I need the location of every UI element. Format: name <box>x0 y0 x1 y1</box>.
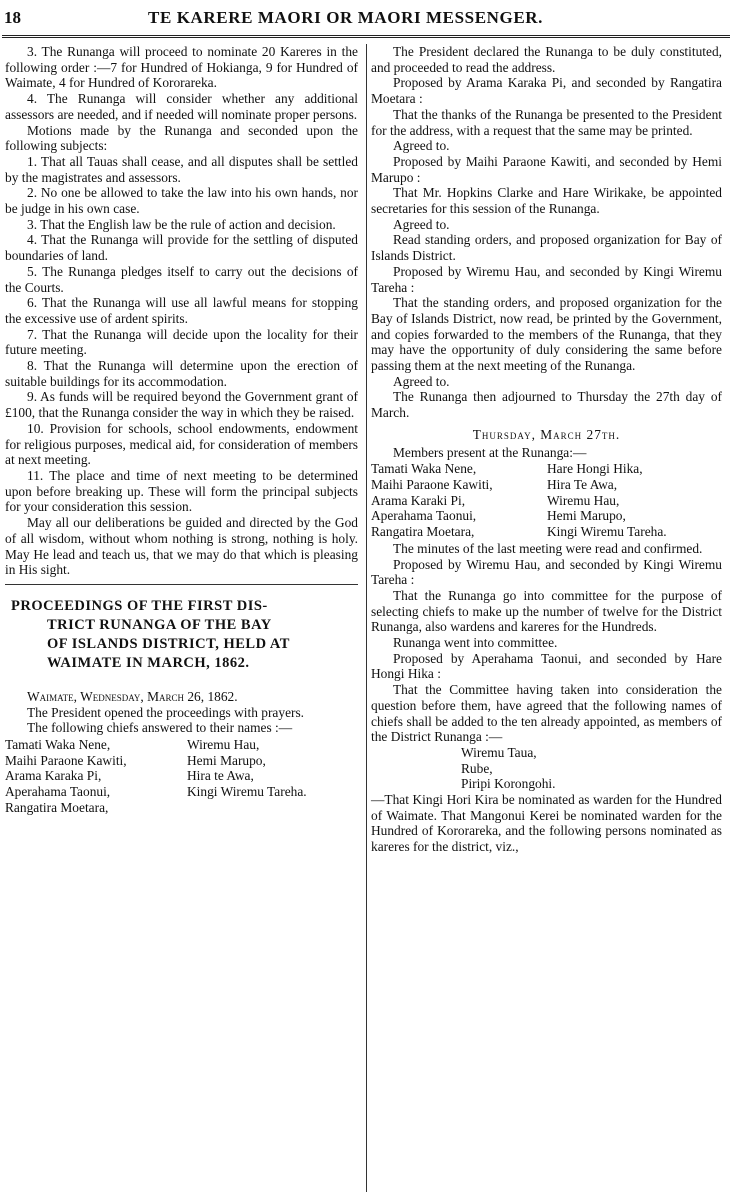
newspaper-title: TE KARERE MAORI OR MAORI MESSENGER. <box>148 8 544 27</box>
right-column <box>371 44 722 855</box>
paragraph: That the Runanga go into committee for the purpose of selecting chiefs to make up the number of twelve for the District Runanga, also wardens and kareres for the Hundreds. <box>371 587 722 635</box>
name-cell: Arama Karaki Pi, <box>371 492 466 508</box>
name-cell: Wiremu Hau, <box>547 492 620 508</box>
paragraph: 4. That the Runanga will provide for the settling of disputed boundaries of land. <box>5 232 358 264</box>
members-table <box>371 461 667 540</box>
names-row <box>5 768 307 784</box>
paragraph: 3. The Runanga will proceed to nominate 20 Kareres in the following order :—7 for Hundred of Hokianga, 9 for Hundred of Waimate, 4 for Hundred of Kororareka. <box>5 44 358 91</box>
paragraph: Proposed by Aperahama Taonui, and seconded by Hare Hongi Hika : <box>371 650 722 682</box>
paragraph: 11. The place and time of next meeting to be determined upon before breaking up. These will form the principal subjects for your consideration this session. <box>5 467 358 515</box>
page-header <box>0 4 734 30</box>
names-row <box>5 800 307 816</box>
name-cell: Kingi Wiremu Tareha. <box>187 784 307 800</box>
paragraph: 1. That all Tauas shall cease, and all disputes shall be settled by the magistrates and assessors. <box>5 153 358 185</box>
paragraph: That Mr. Hopkins Clarke and Hare Wirikake, be appointed secretaries for this session of the Runanga. <box>371 185 722 217</box>
name-cell: Hare Hongi Hika, <box>547 461 643 477</box>
paragraph: That the standing orders, and proposed organization for the Bay of Islands District, now read, be printed by the Government, and copies forwarded to the members of the Runanga, that they may have the opportunity of duly considering the same before passing them at the next meeting of the Runanga. <box>371 295 722 374</box>
names-row <box>5 737 307 753</box>
paragraph: The minutes of the last meeting were read and confirmed. <box>393 540 703 556</box>
names-row <box>371 477 667 493</box>
paragraph: That the thanks of the Runanga be presented to the President for the address, with a request that the same may be printed. <box>371 106 722 138</box>
name-cell <box>187 800 307 816</box>
names-row <box>5 753 307 769</box>
name-cell: Maihi Paraone Kawiti, <box>371 476 493 492</box>
name-cell: Arama Karaka Pi, <box>5 768 102 784</box>
added-name: Piripi Korongohi. <box>461 776 556 792</box>
paragraph: The Runanga then adjourned to Thursday the 27th day of March. <box>371 389 722 421</box>
name-cell: Hemi Marupo, <box>547 508 626 524</box>
paragraph: 8. That the Runanga will determine upon the erection of suitable buildings for its accommodation. <box>5 358 358 389</box>
left-column <box>5 44 358 817</box>
paragraph: 4. The Runanga will consider whether any additional assessors are needed, and if needed will nominate proper persons. <box>5 91 358 122</box>
names-row <box>371 461 667 477</box>
paragraph: Agreed to. <box>393 138 450 154</box>
paragraph: Read standing orders, and proposed organization for Bay of Islands District. <box>371 232 722 264</box>
added-names-list <box>371 745 722 792</box>
chiefs-names-table <box>5 737 307 816</box>
name-cell: Kingi Wiremu Tareha. <box>547 524 667 540</box>
paragraph: 9. As funds will be required beyond the Government grant of £100, that the Runanga consider the way in which they be raised. <box>5 389 358 421</box>
paragraph: The President opened the proceedings with prayers. <box>27 704 305 720</box>
paragraph: 7. That the Runanga will decide upon the locality for their future meeting. <box>5 326 358 358</box>
names-row <box>371 524 667 540</box>
paragraph: That the Committee having taken into consideration the question before them, have agreed that the following names of chiefs shall be added to the ten already appointed, as members of the District Runanga :— <box>371 682 722 745</box>
name-cell: Tamati Waka Nene, <box>371 461 477 477</box>
paragraph: The President declared the Runanga to be duly constituted, and proceeded to read the address. <box>371 44 722 75</box>
name-cell: Aperahama Taonui, <box>5 784 111 800</box>
names-row <box>371 493 667 509</box>
name-cell: Hira Te Awa, <box>547 476 618 492</box>
paragraph: 10. Provision for schools, school endowments, endowment for religious purposes, medical aid, for consideration of members at next meeting. <box>5 420 358 468</box>
paragraph: Motions made by the Runanga and seconded upon the following subjects: <box>5 122 358 154</box>
added-name: Wiremu Taua, <box>461 744 537 760</box>
name-cell: Wiremu Hau, <box>187 737 260 753</box>
heading-line: WAIMATE IN MARCH, 1862. <box>47 654 250 671</box>
heading-line: OF ISLANDS DISTRICT, HELD AT <box>47 635 290 652</box>
paragraph: Members present at the Runanga:— <box>393 444 587 460</box>
name-cell: Tamati Waka Nene, <box>5 737 111 753</box>
names-row <box>371 508 667 524</box>
paragraph: The following chiefs answered to their names :— <box>27 720 293 736</box>
paragraph: —That Kingi Hori Kira be nominated as warden for the Hundred of Waimate. That Mangonui Kerei be nominated warden for the Hundred of Kororareka, and the following persons nominated as kareres for the district, viz., <box>371 792 722 855</box>
column-divider <box>366 44 367 1192</box>
name-cell: Rangatira Moetara, <box>5 799 109 815</box>
added-name: Rube, <box>461 760 493 776</box>
heading-line: PROCEEDINGS OF THE FIRST DIS- <box>11 597 268 614</box>
paragraph: 6. That the Runanga will use all lawful means for stopping the excessive use of ardent spirits. <box>5 295 358 326</box>
name-cell: Aperahama Taonui, <box>371 508 477 524</box>
names-row <box>5 784 307 800</box>
paragraph: Proposed by Wiremu Hau, and seconded by Kingi Wiremu Tareha : <box>371 556 722 588</box>
name-cell: Rangatira Moetara, <box>371 524 475 540</box>
page-number: 18 <box>4 8 21 27</box>
heading-line: TRICT RUNANGA OF THE BAY <box>47 616 272 633</box>
paragraph: May all our deliberations be guided and directed by the God of all wisdom, without whom nothing is strong, nothing is holy. May He lead and teach us, that we may do that which is pleasing in His sight. <box>5 515 358 578</box>
paragraph: Proposed by Wiremu Hau, and seconded by Kingi Wiremu Tareha : <box>371 263 722 295</box>
paragraph: Agreed to. <box>393 373 450 389</box>
header-rule <box>2 35 730 38</box>
paragraph: Proposed by Maihi Paraone Kawiti, and seconded by Hemi Marupo : <box>371 153 722 185</box>
paragraph: 5. The Runanga pledges itself to carry out the decisions of the Courts. <box>5 263 358 295</box>
subheading: Thursday, March 27th. <box>472 426 621 442</box>
dateline: Waimate, Wednesday, March 26, 1862. <box>27 688 238 704</box>
paragraph: Agreed to. <box>393 216 450 232</box>
paragraph: 3. That the English law be the rule of action and decision. <box>27 216 336 232</box>
section-heading <box>5 584 358 673</box>
paragraph: 2. No one be allowed to take the law into his own hands, nor be judge in his own case. <box>5 185 358 217</box>
paragraph: Proposed by Arama Karaka Pi, and seconded by Rangatira Moetara : <box>371 75 722 107</box>
name-cell: Hira te Awa, <box>187 768 254 784</box>
name-cell: Maihi Paraone Kawiti, <box>5 752 127 768</box>
paragraph: Runanga went into committee. <box>393 635 558 651</box>
name-cell: Hemi Marupo, <box>187 752 266 768</box>
